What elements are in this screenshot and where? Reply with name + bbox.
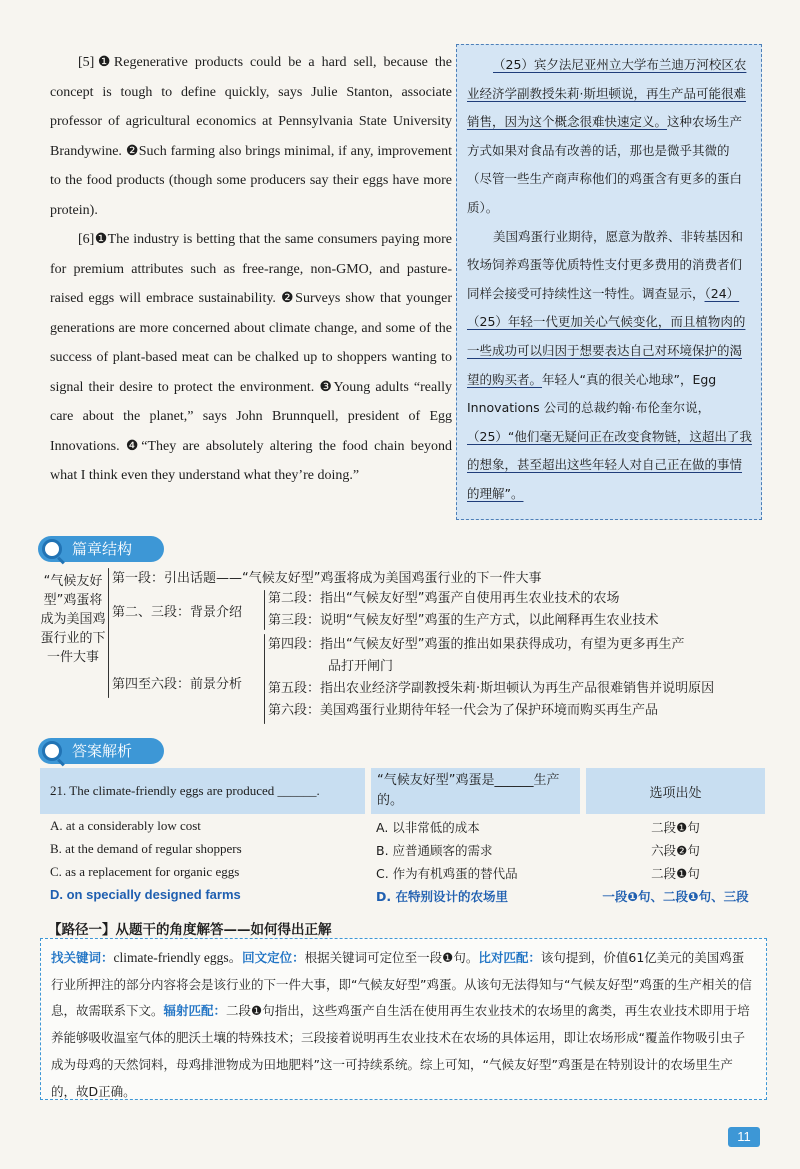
section-title: 篇章结构 — [72, 540, 133, 558]
label-locate: 回文定位： — [242, 950, 305, 965]
english-passage — [50, 48, 452, 491]
translation-6a: 美国鸡蛋行业期待，愿意为散养、非转基因和牧场饲养鸡蛋等优质特性支付更多费用的消费者们同样会接受可持续性这一特性。调查显示， — [467, 228, 744, 301]
label-keyword: 找关键词： — [51, 950, 114, 965]
translation-5b: 这种农场生产方式如果对食品有改善的话，那也是微乎其微的（尽管一些生产商声称他们的鸡蛋含有更多的蛋白质）。 — [467, 114, 743, 215]
option-row — [40, 818, 765, 841]
path-label: 【路径一】从题干的角度解答——如何得出正解 — [48, 922, 332, 938]
match-value: 该句提到，价值61亿美元的美国鸡蛋行业所押注的部分内容将会是该行业的下一件大事，即“气候友好型”鸡蛋。从该句无法得知与“气候友好型”鸡蛋的生产相关的信息，故需联系下文。 — [51, 950, 752, 1019]
option-source: 一段❶句、二段❶句、三段 — [602, 889, 749, 904]
option-en: D. on specially designed farms — [50, 887, 241, 902]
translation-box — [456, 44, 762, 520]
brace — [264, 590, 265, 630]
question-cn: “气候友好型”鸡蛋是______生产的。 — [371, 768, 580, 814]
tree-branch-3: 第四至六段：前景分析 — [112, 677, 243, 692]
translation-6c: 年轻人“真的很关心地球”，Egg Innovations 公司的总裁约翰·布伦奎尔说， — [467, 371, 717, 416]
option-cn: A. 以非常低的成本 — [376, 820, 480, 835]
radiate-value: 二段❶句指出，这些鸡蛋产自生活在使用再生农业技术的农场里的禽类，再生农业技术即用于培养能够吸收温室气体的肥沃土壤的特殊技术；三段接着说明再生农业技术在农场的具体运用，即让农场形成“覆盖作物吸引虫子成为母鸡的天然饲料，母鸡排泄物成为田地肥料”这一可持续系统。综上可知，“气候友好型”鸡蛋是在特别设计的农场里生产的，故D正确。 — [51, 1003, 750, 1099]
tree-branch-2b: 第三段：说明“气候友好型”鸡蛋的生产方式，以此阐释再生农业技术 — [268, 613, 659, 628]
paragraph-6: [6]❶The industry is betting that the same consumers paying more for premium attributes such as free-range, non-GMO, and pasture-raised eggs will embrace sustainability. ❷Surveys show that younger generations are more concerned about climate change, and some of the success of plant-based meat can be chalked up to shoppers wanting to signal their desire to protect the environment. ❸Young adults “really care about the planet,” says John Brunnquell, president of Egg Innovations. ❹“They are absolutely altering the food chain beyond what I think even they understand what they’re doing.” — [50, 232, 452, 483]
tree-branch-2: 第二、三段：背景介绍 — [112, 605, 243, 620]
section-title: 答案解析 — [72, 742, 133, 760]
paragraph-5: [5]❶Regenerative products could be a hard sell, because the concept is tough to define quickly, says Julie Stanton, associate professor of agricultural economics at Pennsylvania State University Brandywine. ❷Such farming also brings minimal, if any, improvement to the food products (though some producers say their eggs have more protein). — [50, 55, 452, 218]
section-header-structure — [38, 536, 164, 562]
option-row-correct — [40, 887, 765, 910]
option-source: 二段❶句 — [651, 820, 700, 835]
translation-6b: （24）（25）年轻一代更加关心气候变化，而且植物肉的一些成功可以归因于想要表达自己对环境保护的渴望的购买者。 — [467, 285, 746, 387]
translation-5a: （25）宾夕法尼亚州立大学布兰迪万河校区农业经济学副教授朱莉·斯坦顿说，再生产品可能很难销售，因为这个概念很难快速定义。 — [467, 57, 747, 130]
magnifier-icon — [42, 539, 62, 559]
tree-branch-1: 第一段：引出话题——“气候友好型”鸡蛋将成为美国鸡蛋行业的下一件大事 — [112, 571, 542, 586]
tree-branch-3a-line2: 品打开闸门 — [328, 659, 394, 674]
tree-branch-2a: 第二段：指出“气候友好型”鸡蛋产自使用再生农业技术的农场 — [268, 591, 620, 606]
tree-branch-3b: 第五段：指出农业经济学副教授朱莉·斯坦顿认为再生产品很难销售并说明原因 — [268, 681, 715, 696]
option-cn: C. 作为有机鸡蛋的替代品 — [376, 866, 518, 881]
tree-branch-3a-line1: 第四段：指出“气候友好型”鸡蛋的推出如果获得成功，有望为更多再生产 — [268, 637, 685, 652]
option-en: A. at a considerably low cost — [50, 818, 201, 833]
option-row — [40, 841, 765, 864]
option-en: B. at the demand of regular shoppers — [50, 841, 242, 856]
translation-6d: （25）“他们毫无疑问正在改变食物链，这超出了我的想象，甚至超出这些年轻人对自己正在做的事情的理解”。 — [467, 428, 752, 501]
option-cn: D. 在特别设计的农场里 — [376, 889, 508, 904]
question-en: 21. The climate-friendly eggs are produced ______. — [40, 768, 365, 814]
option-cn: B. 应普通顾客的需求 — [376, 843, 493, 858]
section-header-analysis — [38, 738, 164, 764]
brace — [108, 568, 109, 698]
keyword-value: climate-friendly eggs。 — [113, 950, 243, 965]
tree-branch-3c: 第六段：美国鸡蛋行业期待年轻一代会为了保护环境而购买再生产品 — [268, 703, 659, 718]
label-radiate: 辐射匹配： — [163, 1003, 227, 1019]
structure-tree — [40, 568, 780, 733]
translation-paragraph-5 — [467, 51, 753, 223]
tree-root: “气候友好型”鸡蛋将成为美国鸡蛋行业的下一件大事 — [40, 574, 106, 665]
source-header: 选项出处 — [586, 768, 765, 814]
locate-value: 根据关键词可定位至一段❶句。 — [304, 950, 479, 965]
option-row — [40, 864, 765, 887]
label-match: 比对匹配： — [478, 950, 541, 965]
explanation-box — [40, 938, 767, 1100]
magnifier-icon — [42, 741, 62, 761]
option-en: C. as a replacement for organic eggs — [50, 864, 240, 879]
brace — [264, 634, 265, 724]
translation-paragraph-6 — [467, 223, 753, 509]
page-number: 11 — [728, 1127, 760, 1147]
option-source: 六段❷句 — [651, 843, 700, 858]
option-source: 二段❶句 — [651, 866, 700, 881]
